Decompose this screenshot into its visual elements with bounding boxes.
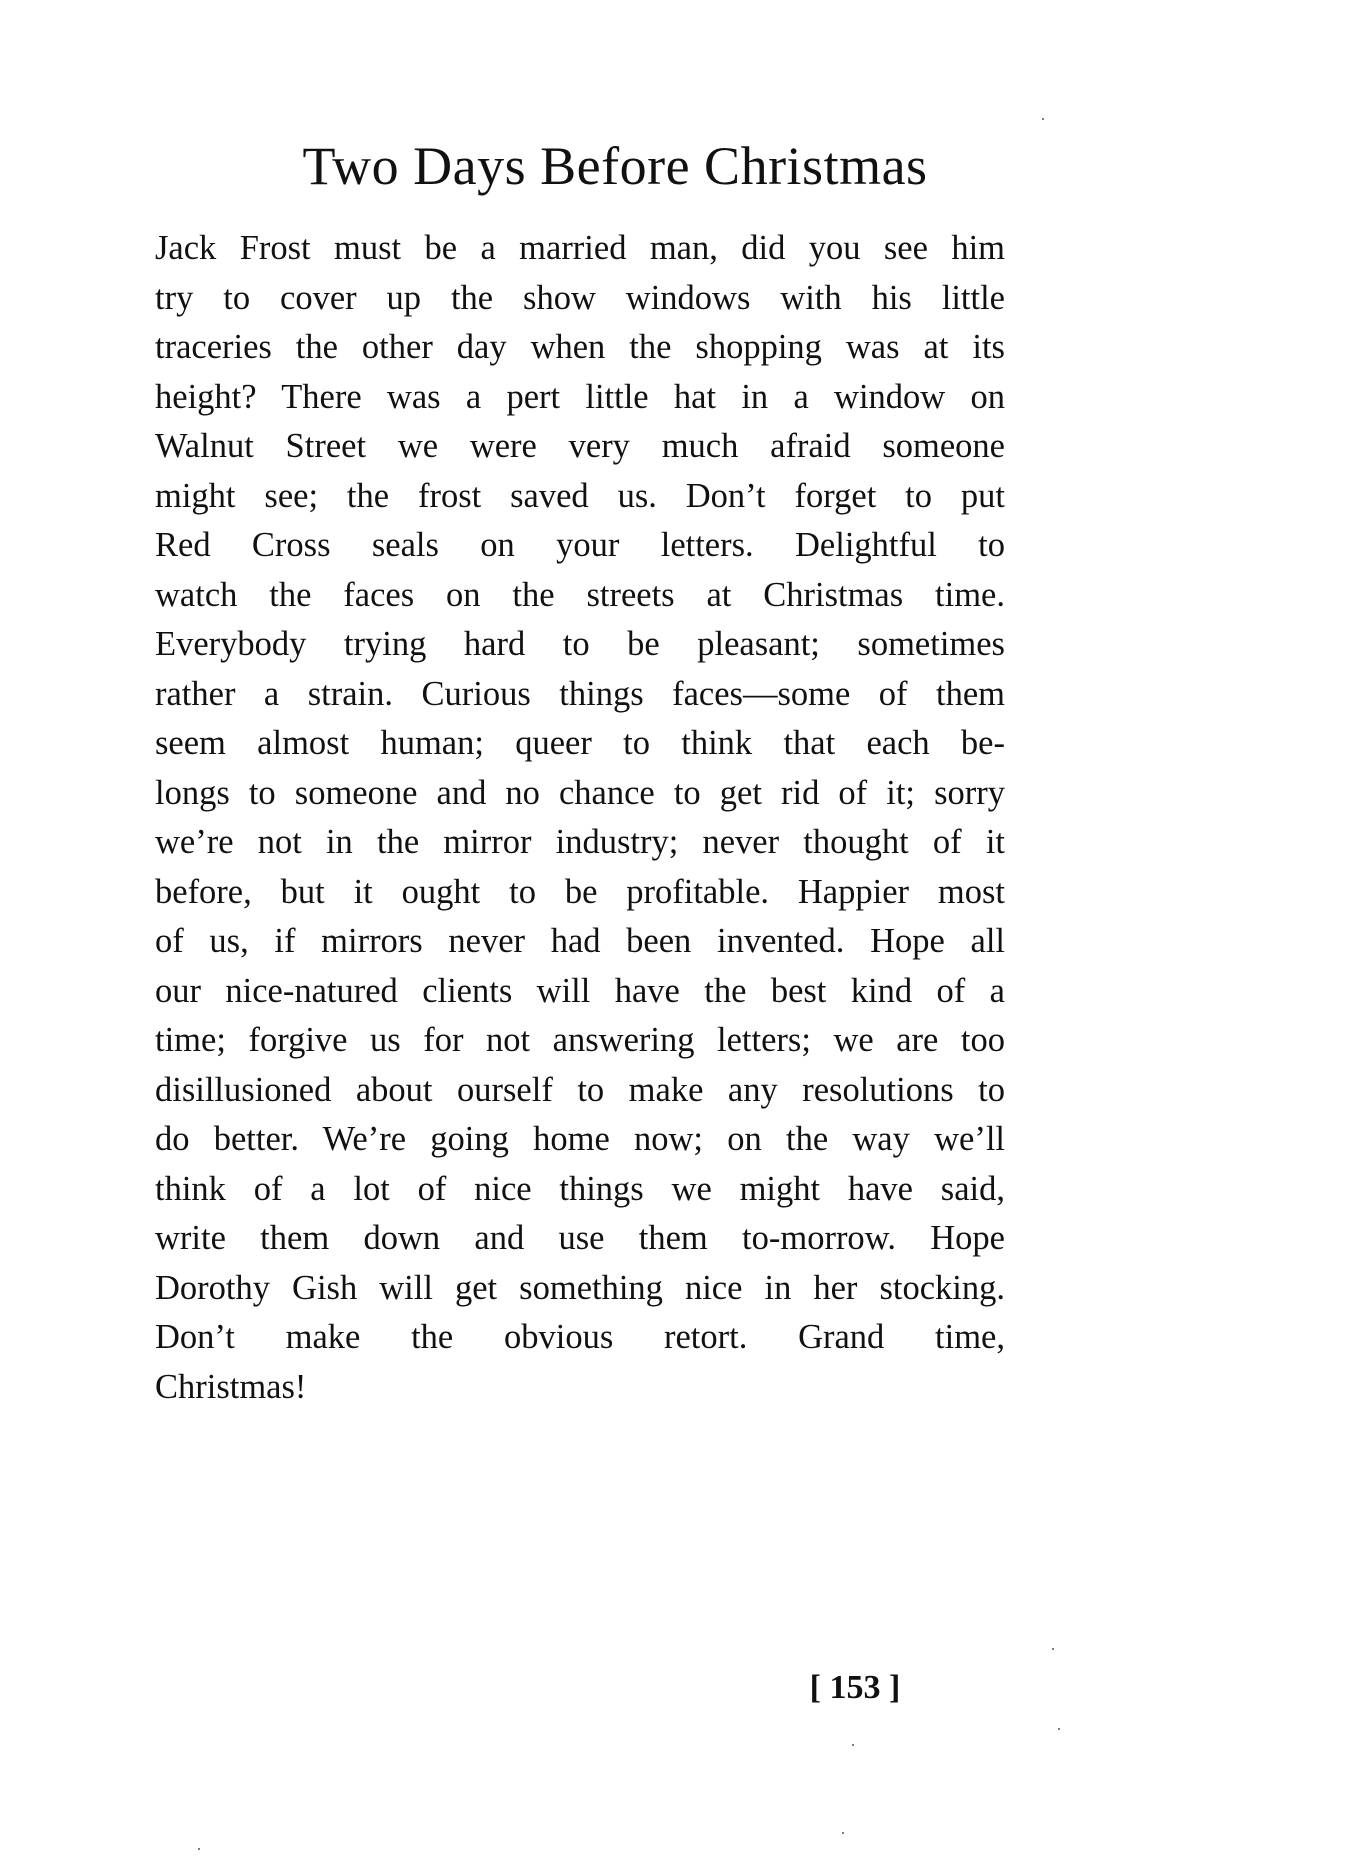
body-line: do better. We’re going home now; on the way we’ll [155,1120,1005,1158]
page-title: Two Days Before Christmas [302,136,928,196]
body-line: might see; the frost saved us. Don’t forget to put [155,476,1005,515]
body-line: we’re not in the mirror industry; never thought of it [155,823,1005,861]
body-line: seem almost human; queer to think that each be- [155,724,1005,762]
body-line: rather a strain. Curious things faces—some of them [155,674,1005,713]
body-line: disillusioned about ourself to make any resolutions to [155,1070,1005,1109]
body-line: watch the faces on the streets at Christmas time. [155,575,1005,614]
scan-speck [1058,1728,1060,1730]
body-line: longs to someone and no chance to get rid of it; sorry [155,773,1005,812]
body-line: our nice-natured clients will have the best kind of a [155,971,1005,1010]
body-line: traceries the other day when the shopping was at its [155,328,1005,366]
body-line: Dorothy Gish will get something nice in her stocking. [155,1268,1005,1307]
body-line: Red Cross seals on your letters. Delightful to [155,526,1005,564]
scan-speck [852,1744,854,1746]
body-line: height? There was a pert little hat in a window on [155,377,1005,416]
page-number: [ 153 ] [809,1669,901,1706]
scan-speck [1052,1648,1054,1650]
body-line: Don’t make the obvious retort. Grand time, [155,1318,1005,1356]
scan-speck [842,1832,844,1834]
body-line: Jack Frost must be a married man, did you see him [155,229,1005,267]
body-line: before, but it ought to be profitable. Happier most [155,872,1005,911]
body-line: write them down and use them to-morrow. Hope [155,1219,1005,1257]
body-line: Christmas! [155,1367,307,1406]
body-line: Walnut Street we were very much afraid someone [155,427,1005,465]
body-line: Everybody trying hard to be pleasant; sometimes [155,625,1005,663]
body-line: think of a lot of nice things we might have said, [155,1169,1005,1208]
body-line: of us, if mirrors never had been invented. Hope all [155,922,1005,960]
body-line: time; forgive us for not answering letters; we are too [155,1021,1005,1059]
scan-speck [1042,118,1044,120]
body-paragraph [155,224,1005,1412]
scan-speck [198,1848,200,1850]
body-line: try to cover up the show windows with his little [155,278,1005,317]
